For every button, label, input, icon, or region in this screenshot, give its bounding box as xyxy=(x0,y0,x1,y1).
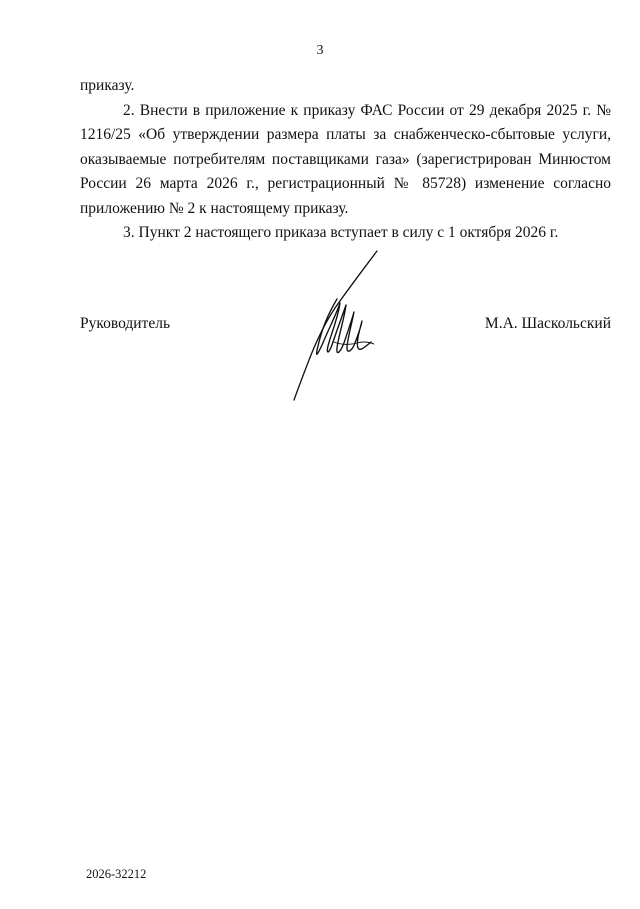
document-body xyxy=(80,74,611,246)
handwritten-signature xyxy=(280,244,390,404)
paragraph-continuation: приказу. xyxy=(80,77,135,94)
page-number: 3 xyxy=(316,43,324,58)
paragraph-2: 2. Внести в приложение к приказу ФАС России от 29 декабря 2025 г. № 1216/25 «Об утверждении размера платы за снабженческо-сбытовые услуги, оказываемые потребителям поставщиками газа» (зарегистрирован Минюстом России 26 марта 2026 г., регистрационный № 85728) изменение согласно приложению № 2 к настоящему приказу. xyxy=(80,101,611,217)
document-code: 2026-32212 xyxy=(86,867,147,881)
paragraph-3: 3. Пункт 2 настоящего приказа вступает в силу с 1 октября 2026 г. xyxy=(123,224,559,241)
signer-name: М.А. Шаскольский xyxy=(484,315,611,332)
signer-role: Руководитель xyxy=(80,315,171,332)
